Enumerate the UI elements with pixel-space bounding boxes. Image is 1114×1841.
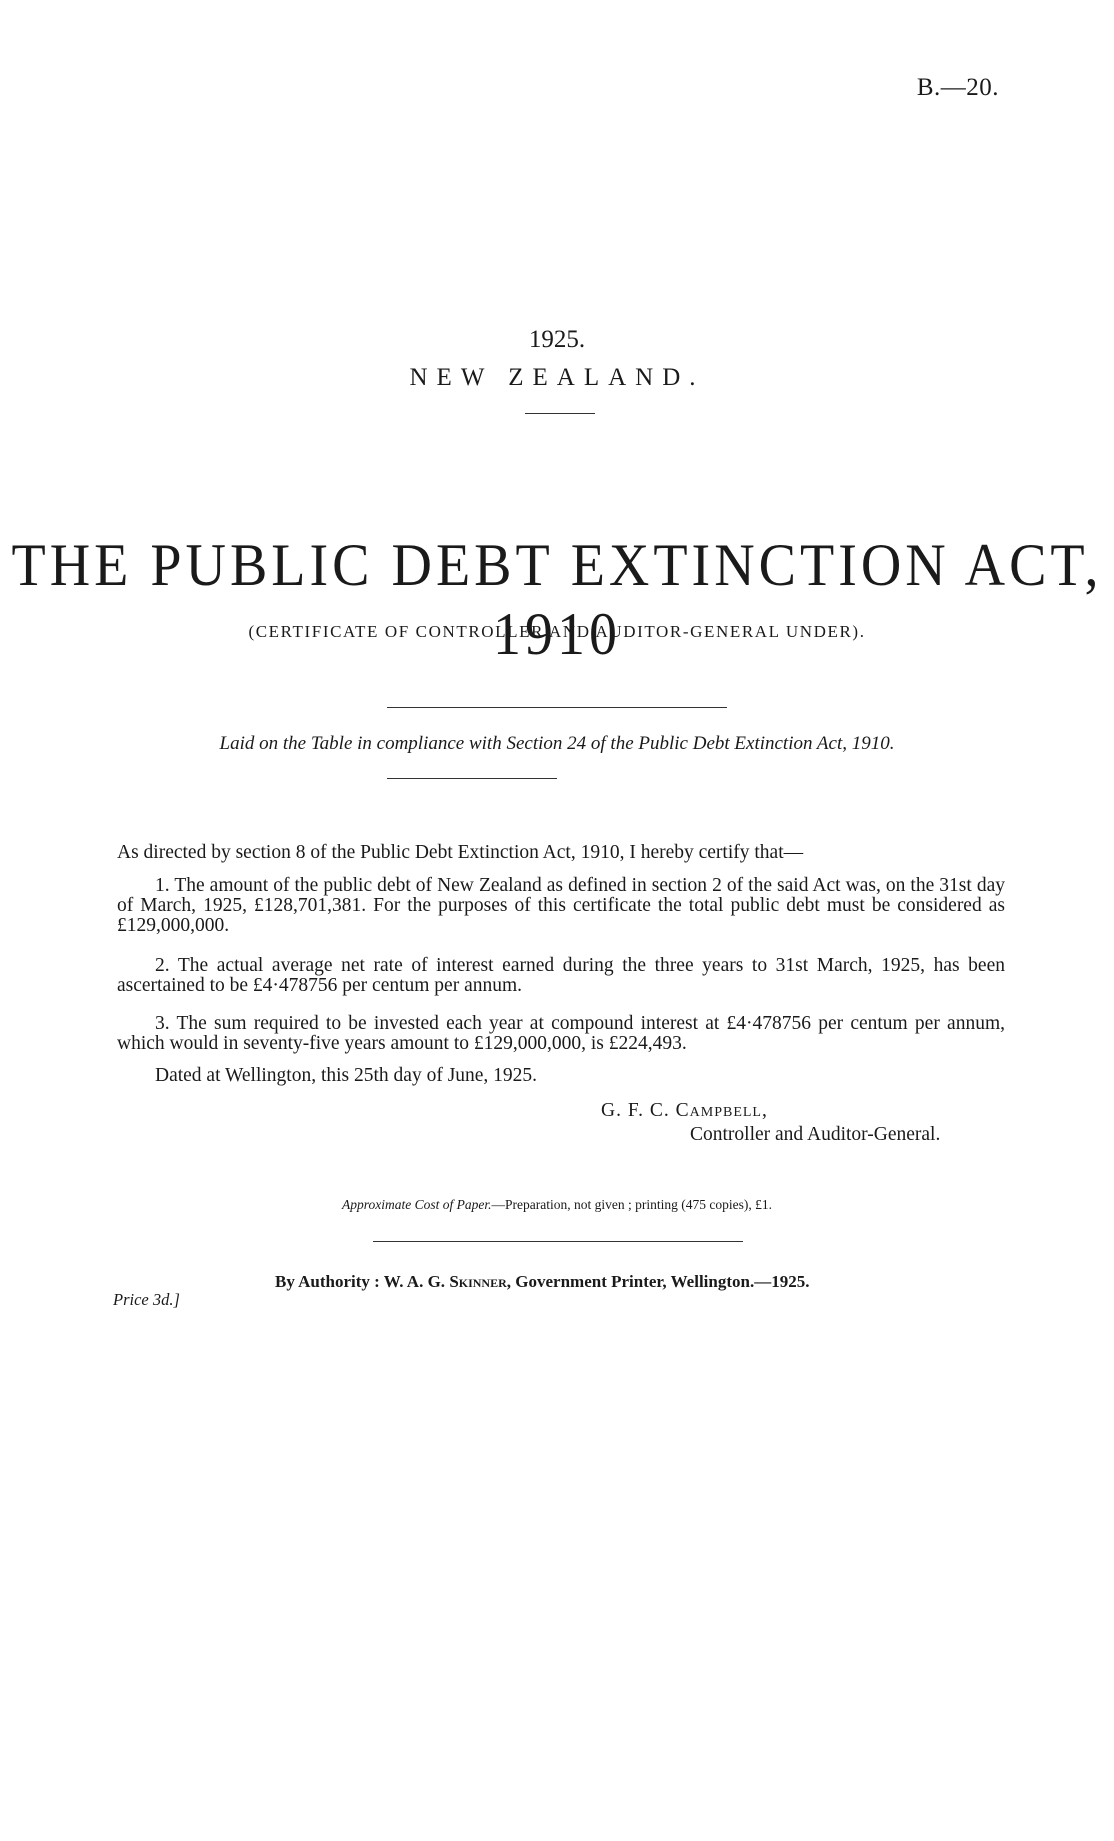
signatory-title: Controller and Auditor-General. <box>690 1124 941 1145</box>
cost-of-paper-note <box>0 1197 1114 1213</box>
printer-name: Skinner, <box>449 1272 512 1291</box>
document-title: THE PUBLIC DEBT EXTINCTION ACT, 1910 <box>11 531 1103 669</box>
paragraph-3: 3. The sum required to be invested each year at compound interest at £4·478756 per centum per annum, which would in seventy-five years amount to £129,000,000, is £224,493. <box>117 1013 1005 1054</box>
upper-divider <box>387 707 727 708</box>
document-subtitle: (CERTIFICATE OF CONTROLLER AND AUDITOR-GENERAL UNDER). <box>248 622 866 641</box>
intro-paragraph: As directed by section 8 of the Public Debt Extinction Act, 1910, I hereby certify that— <box>117 842 804 863</box>
signatory-surname: Campbell, <box>675 1100 768 1121</box>
signatory-name <box>601 1100 768 1122</box>
price-note: Price 3d.] <box>113 1290 180 1309</box>
lower-divider <box>387 778 557 779</box>
paragraph-2: 2. The actual average net rate of interest earned during the three years to 31st March, 1925, has been ascertained to be £4·478756 per centum per annum. <box>117 955 1005 996</box>
paragraph-1: 1. The amount of the public debt of New Zealand as defined in section 2 of the said Act was, on the 31st day of March, 1925, £128,701,381. For the purposes of this certificate the total public debt must be considered as £129,000,000. <box>117 875 1005 936</box>
dated-line: Dated at Wellington, this 25th day of June, 1925. <box>155 1065 538 1086</box>
cost-label: Approximate Cost of Paper. <box>342 1197 492 1212</box>
laid-on-table-note: Laid on the Table in compliance with Section 24 of the Public Debt Extinction Act, 1910. <box>219 733 895 754</box>
country-heading: NEW ZEALAND. <box>409 364 705 391</box>
page-reference: B.—20. <box>916 74 999 101</box>
year-heading: 1925. <box>528 326 586 353</box>
short-divider <box>525 413 595 414</box>
cost-text: —Preparation, not given ; printing (475 copies), £1. <box>491 1197 772 1212</box>
footer-divider <box>373 1241 743 1242</box>
printer-imprint <box>275 1272 809 1292</box>
printer-rest: Government Printer, Wellington.—1925. <box>515 1272 810 1291</box>
printer-initials: W. A. G. <box>383 1272 446 1291</box>
signatory-initials: G. F. C. <box>601 1100 670 1121</box>
authority-label: By Authority : <box>275 1272 380 1291</box>
